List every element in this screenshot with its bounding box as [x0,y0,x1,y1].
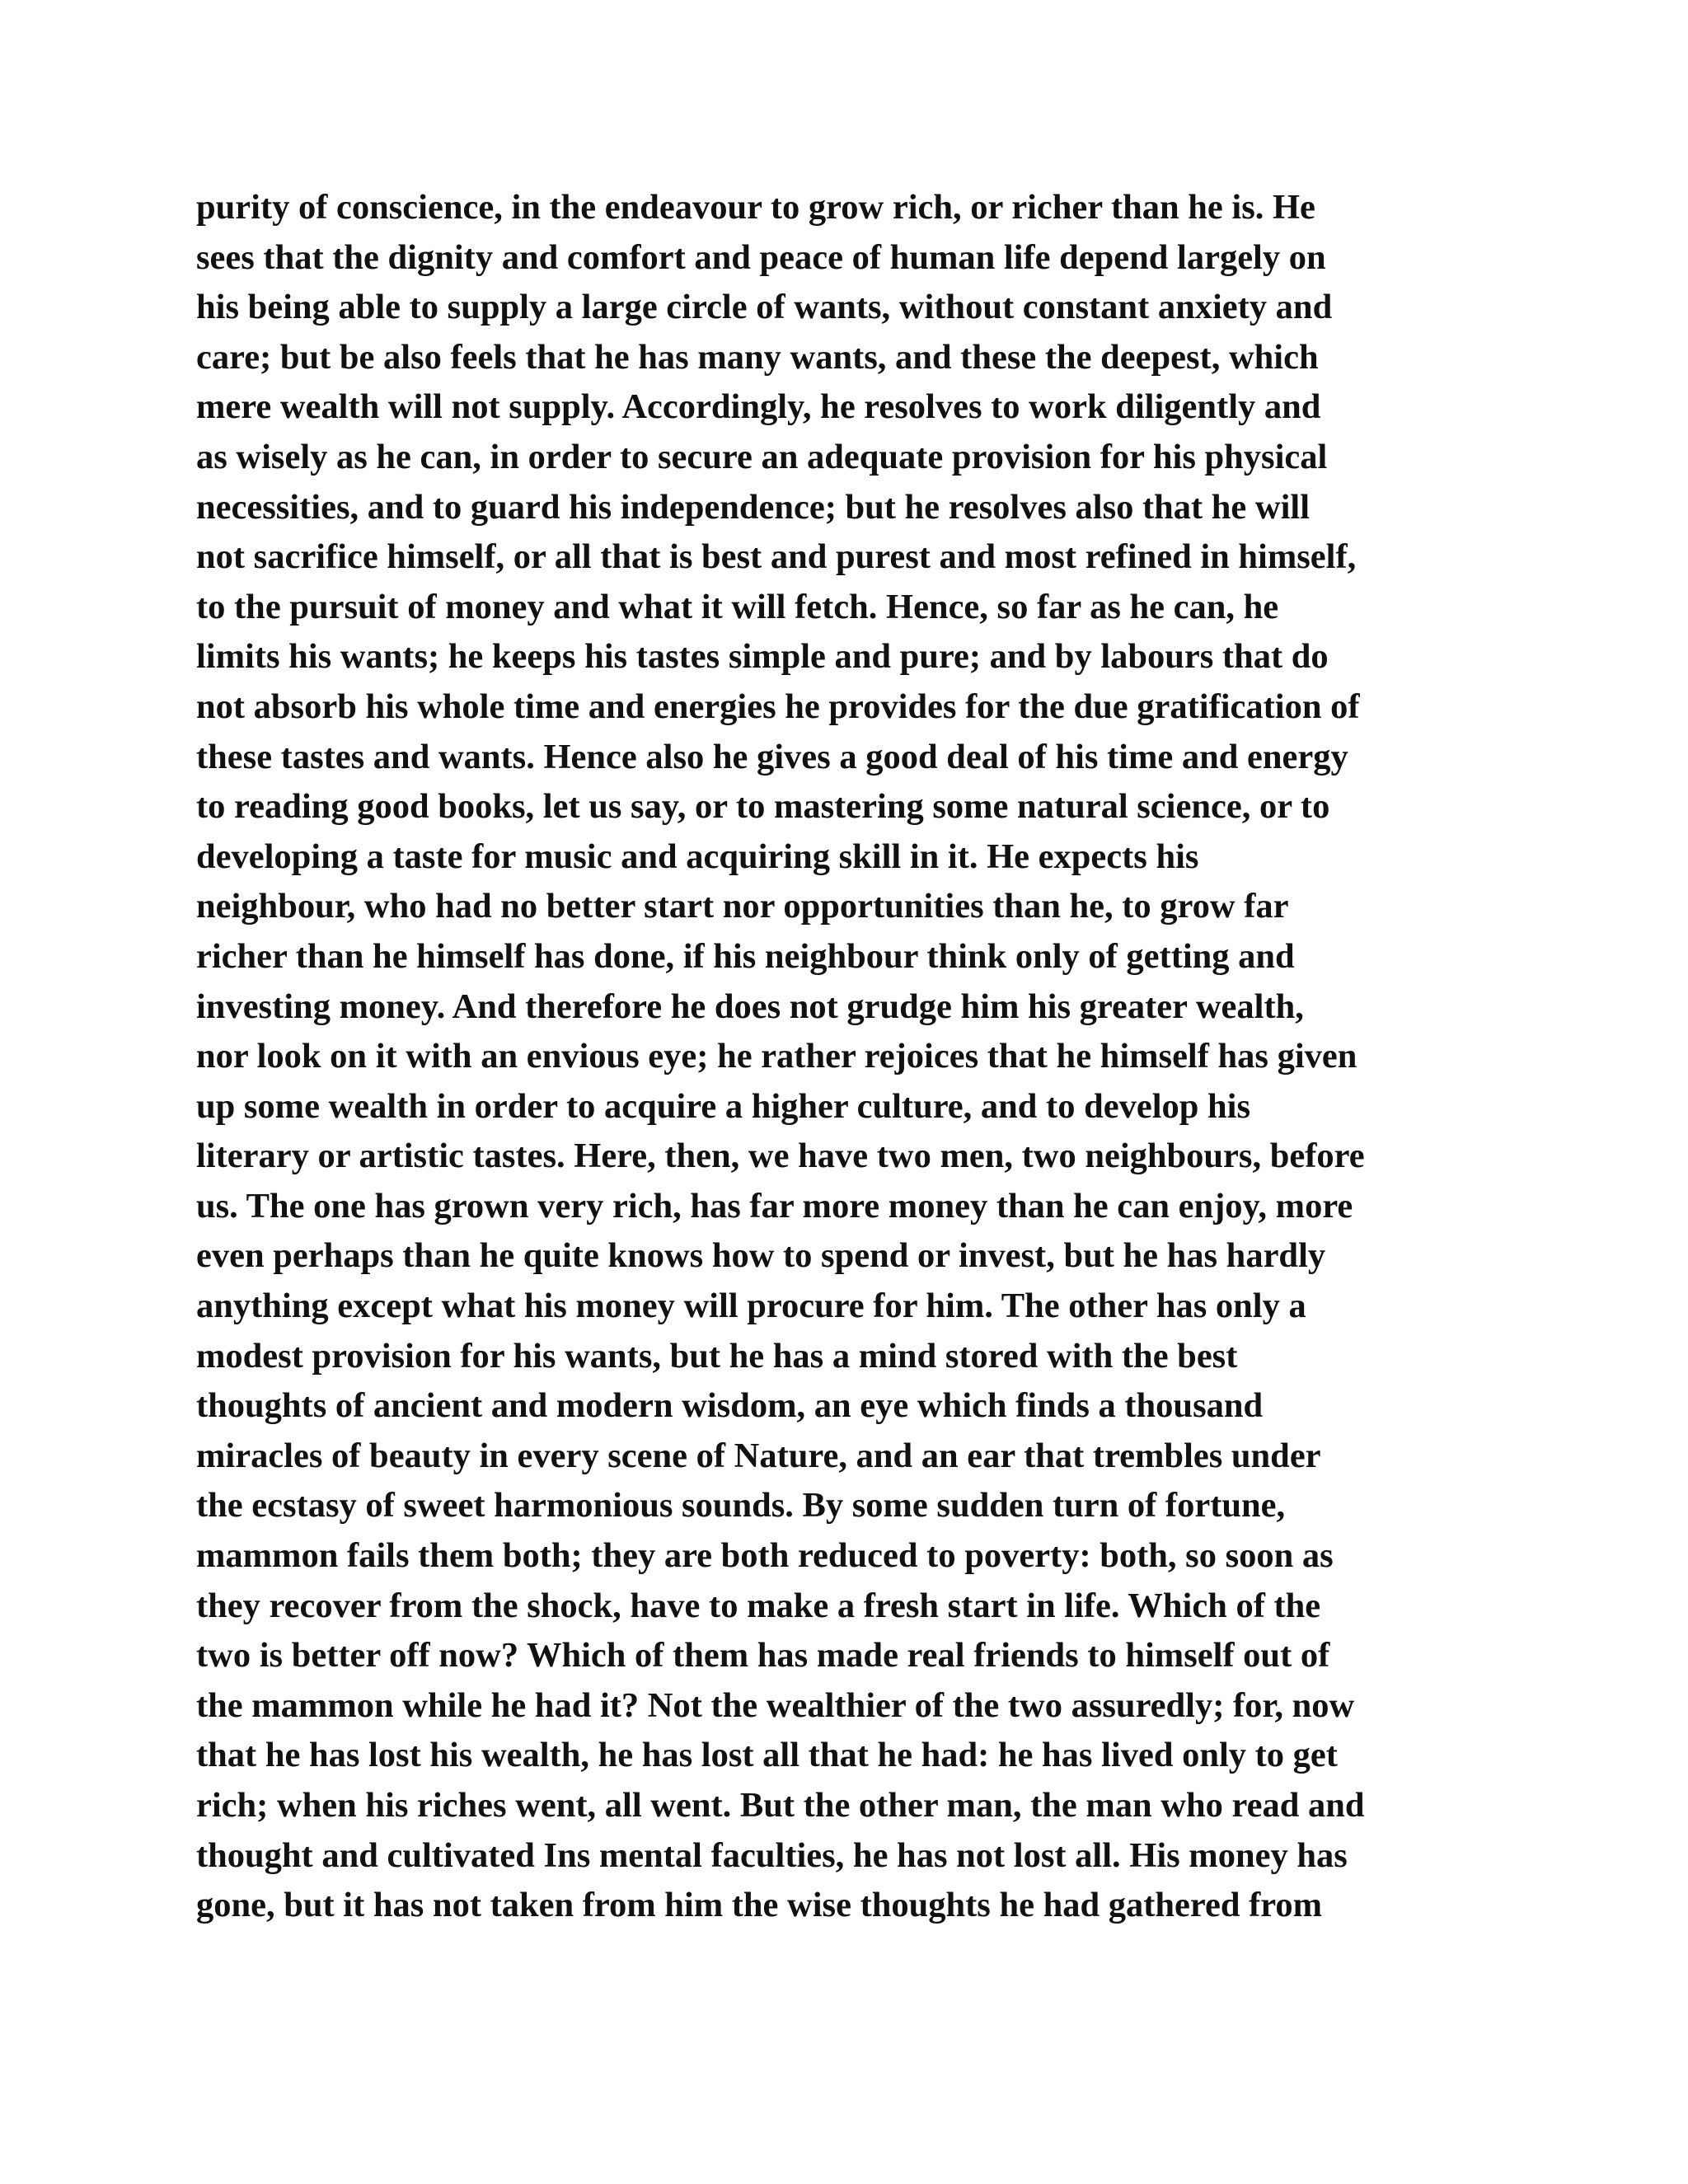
text-line: developing a taste for music and acquiring skill in it. He expects his [196,837,1199,876]
text-line: two is better off now? Which of them has made real friends to himself out of [196,1636,1330,1675]
text-line: gone, but it has not taken from him the wise thoughts he had gathered from [196,1886,1322,1925]
text-line: that he has lost his wealth, he has lost all that he had: he has lived only to get [196,1736,1338,1775]
text-line: us. The one has grown very rich, has far more money than he can enjoy, more [196,1186,1353,1226]
text-line: they recover from the shock, have to make a fresh start in life. Which of the [196,1586,1321,1625]
text-line: to reading good books, let us say, or to mastering some natural science, or to [196,787,1330,827]
text-line: to the pursuit of money and what it will fetch. Hence, so far as he can, he [196,587,1279,626]
text-line: mammon fails them both; they are both reduced to poverty: both, so soon as [196,1536,1334,1576]
text-line: nor look on it with an envious eye; he rather rejoices that he himself has given [196,1037,1357,1076]
text-line: care; but be also feels that he has many wants, and these the deepest, which [196,337,1319,377]
text-line: rich; when his riches went, all went. But the other man, the man who read and [196,1786,1365,1825]
text-line: not sacrifice himself, or all that is best and purest and most refined in himself, [196,537,1357,577]
text-line: up some wealth in order to acquire a higher culture, and to develop his [196,1086,1251,1126]
text-line: limits his wants; he keeps his tastes simple and pure; and by labours that do [196,637,1329,677]
text-line: purity of conscience, in the endeavour to grow rich, or richer than he is. He [196,188,1315,227]
text-line: even perhaps than he quite knows how to spend or invest, but he has hardly [196,1236,1326,1276]
text-line: thoughts of ancient and modern wisdom, an eye which finds a thousand [196,1386,1264,1426]
text-line: richer than he himself has done, if his neighbour think only of getting and [196,936,1295,976]
body-text [196,183,1515,1931]
text-line: necessities, and to guard his independence; but he resolves also that he will [196,487,1311,527]
text-line: anything except what his money will procure for him. The other has only a [196,1286,1306,1326]
text-line: these tastes and wants. Hence also he gives a good deal of his time and energy [196,737,1348,776]
text-line: not absorb his whole time and energies he provides for the due gratification of [196,687,1360,726]
text-line: modest provision for his wants, but he has a mind stored with the best [196,1336,1238,1376]
text-line: his being able to supply a large circle of wants, without constant anxiety and [196,288,1333,327]
text-line: sees that the dignity and comfort and peace of human life depend largely on [196,237,1326,277]
text-line: the mammon while he had it? Not the wealthier of the two assuredly; for, now [196,1685,1355,1725]
text-line: neighbour, who had no better start nor opportunities than he, to grow far [196,887,1289,926]
text-line: thought and cultivated Ins mental faculties, he has not lost all. His money has [196,1835,1348,1875]
text-line: as wisely as he can, in order to secure an adequate provision for his physical [196,437,1328,476]
text-line: literary or artistic tastes. Here, then, we have two men, two neighbours, before [196,1137,1365,1176]
text-line: mere wealth will not supply. Accordingly, he resolves to work diligently and [196,387,1321,427]
text-line: miracles of beauty in every scene of Nature, and an ear that trembles under [196,1436,1321,1475]
text-line: investing money. And therefore he does not grudge him his greater wealth, [196,987,1304,1026]
text-line: the ecstasy of sweet harmonious sounds. By some sudden turn of fortune, [196,1486,1286,1526]
